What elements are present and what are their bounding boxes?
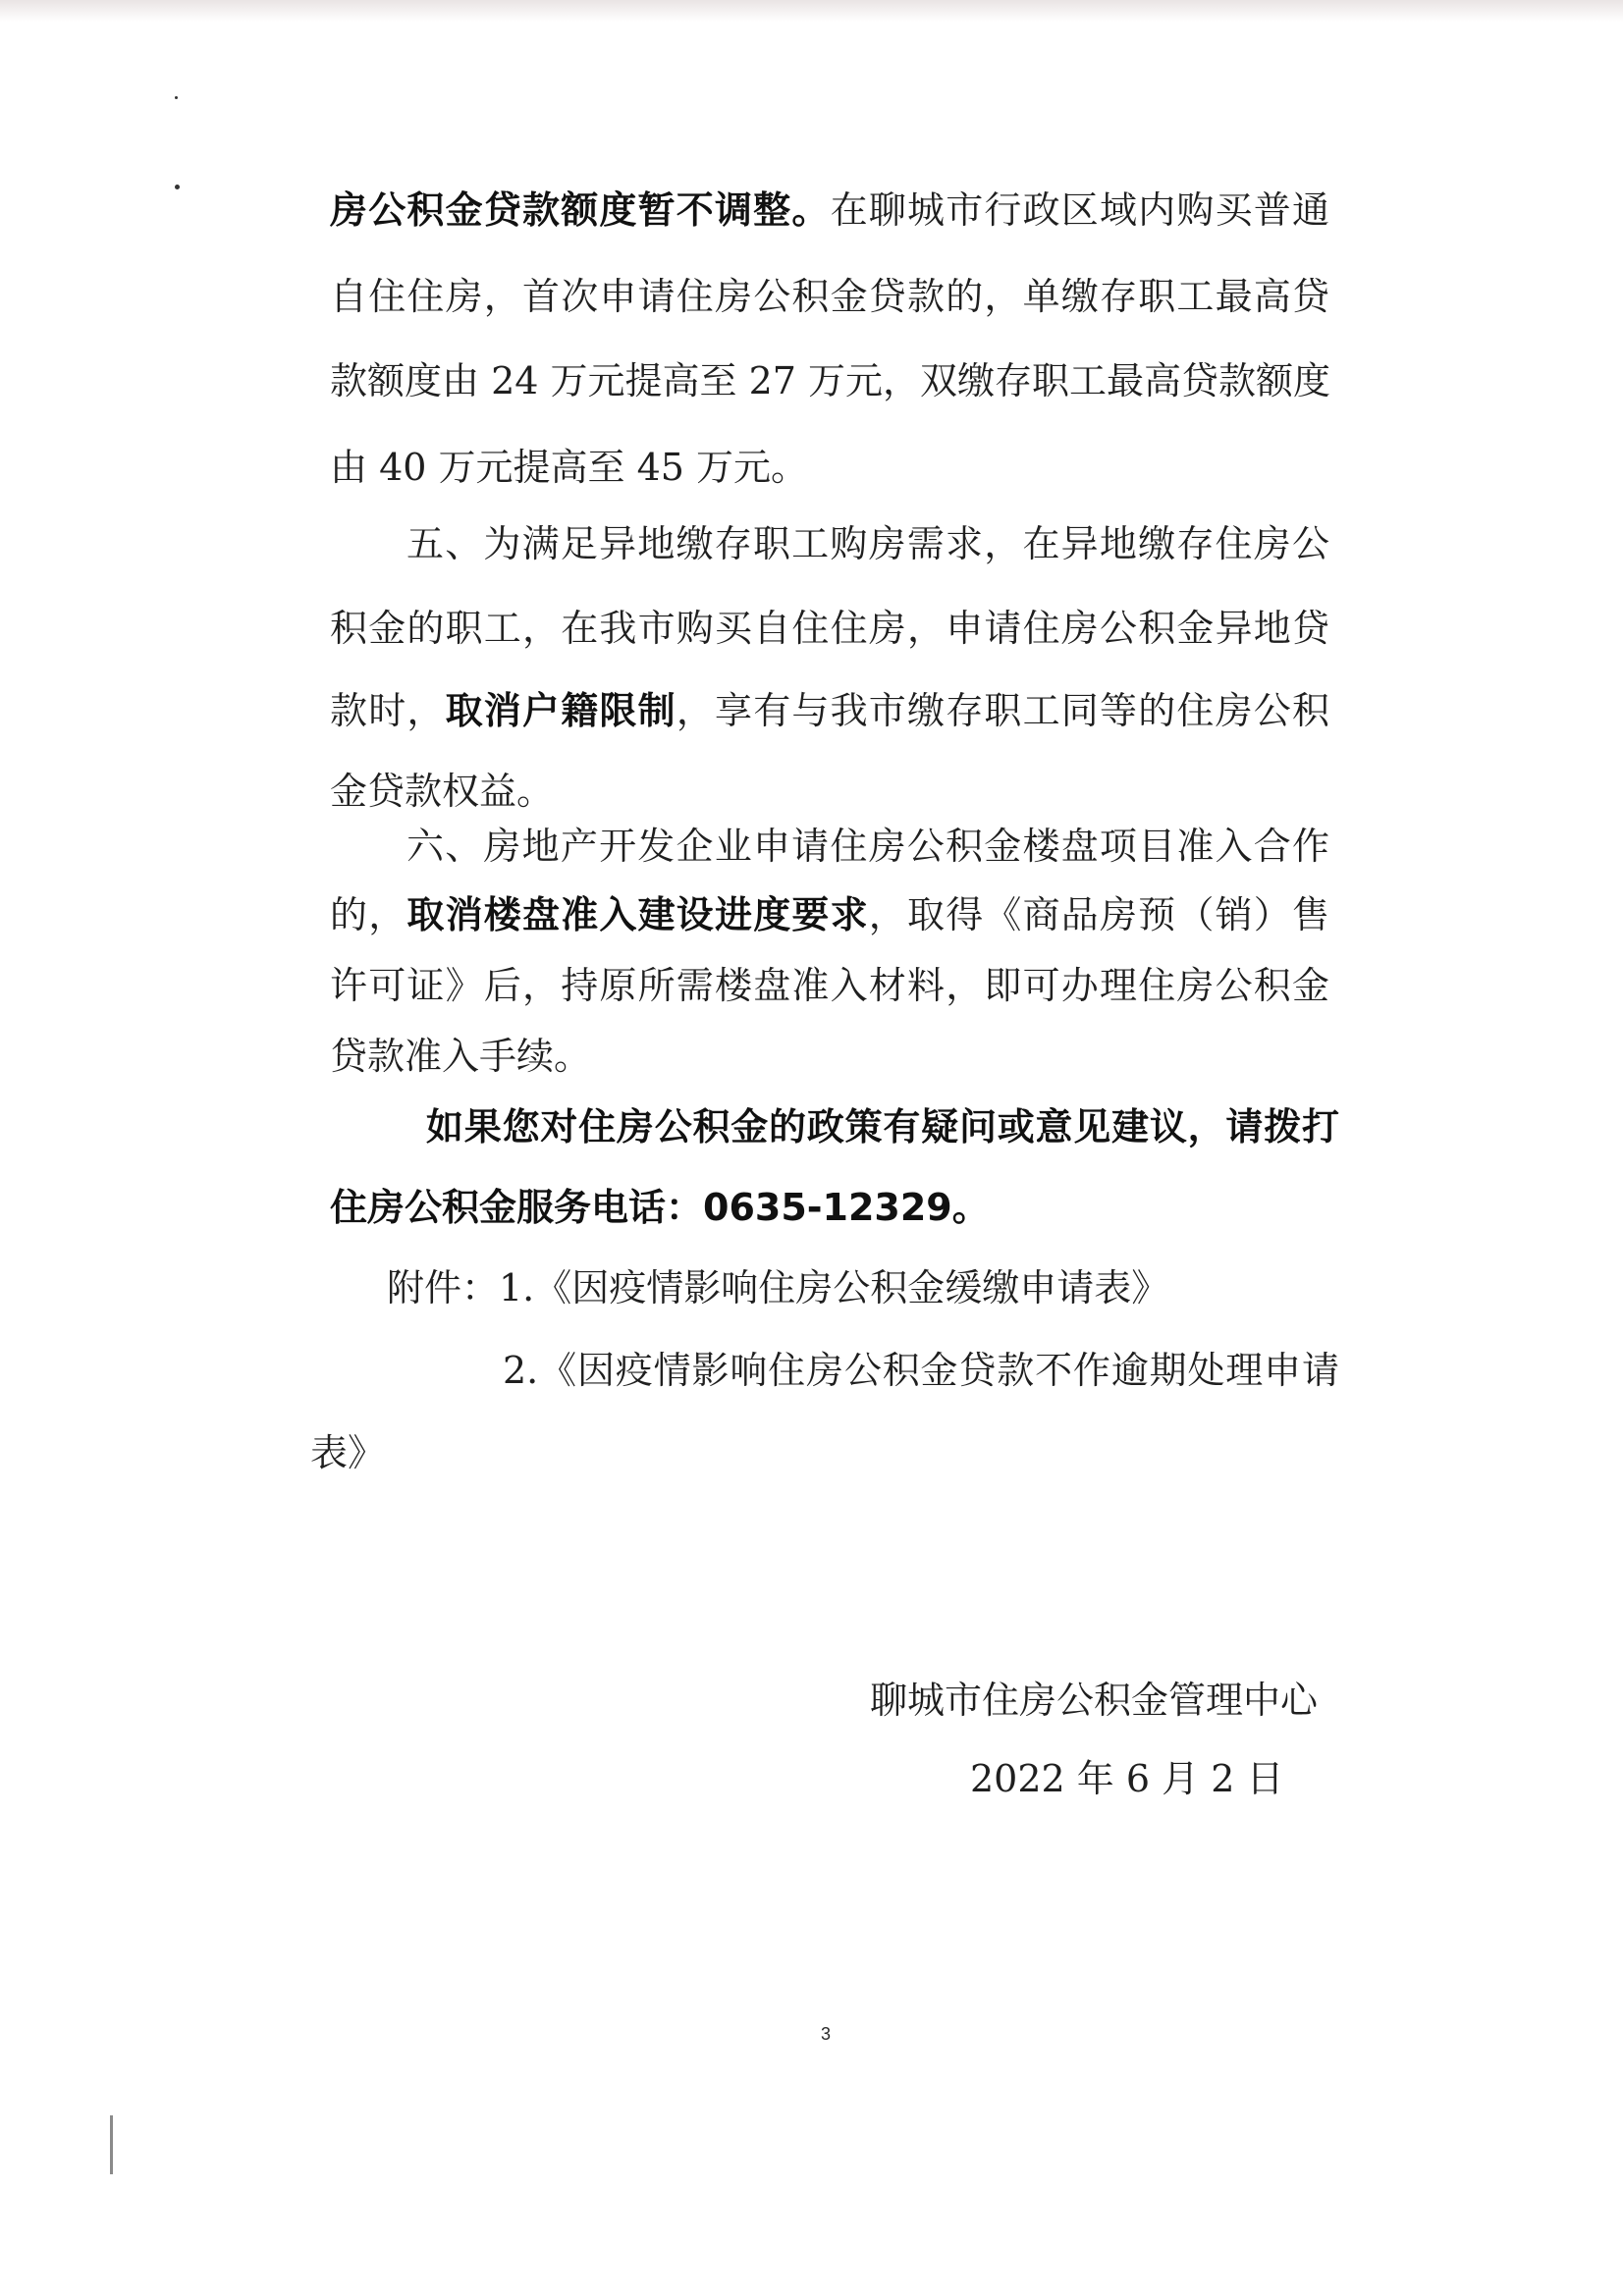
text: 款时， — [330, 689, 446, 732]
para6-line1: 六、房地产开发企业申请住房公积金楼盘项目准入合作 — [406, 825, 1329, 868]
attachment-1: 附件：1.《因疫情影响住房公积金缓缴申请表》 — [387, 1266, 1169, 1309]
bold-text: 住房公积金服务电话：0635-12329。 — [330, 1186, 990, 1229]
scan-edge-mark — [110, 2115, 113, 2174]
bold-text: 取消户籍限制 — [445, 689, 676, 732]
attachment-2-continued: 表》 — [310, 1431, 386, 1474]
para4-line2: 自住住房，首次申请住房公积金贷款的，单缴存职工最高贷 — [330, 275, 1329, 318]
text: 在聊城市行政区域内购买普通 — [830, 188, 1329, 232]
attachment-2: 2.《因疫情影响住房公积金贷款不作逾期处理申请 — [503, 1349, 1339, 1392]
para4-line1 — [330, 187, 1329, 234]
issuing-organization: 聊城市住房公积金管理中心 — [870, 1679, 1319, 1722]
bold-text: 房公积金贷款额度暂不调整。 — [330, 188, 831, 232]
para4-line3: 款额度由 24 万元提高至 27 万元，双缴存职工最高贷款额度 — [330, 359, 1331, 402]
para5-line1: 五、为满足异地缴存职工购房需求，在异地缴存住房公 — [406, 522, 1329, 565]
text: 的， — [330, 893, 407, 936]
para6-line2 — [330, 891, 1329, 938]
scan-speck — [175, 96, 178, 99]
para5-line3 — [330, 687, 1329, 734]
scan-top-shadow — [0, 0, 1623, 22]
text: ，享有与我市缴存职工同等的住房公积 — [676, 689, 1329, 732]
page-number: 3 — [821, 2024, 832, 2044]
para6-line4: 贷款准入手续。 — [330, 1035, 592, 1078]
para4-line4: 由 40 万元提高至 45 万元。 — [330, 446, 809, 489]
para5-line4: 金贷款权益。 — [330, 770, 555, 813]
bold-text: 如果您对住房公积金的政策有疑问或意见建议，请拨打 — [426, 1105, 1339, 1148]
bold-text: 取消楼盘准入建设进度要求 — [406, 893, 869, 936]
para5-line2: 积金的职工，在我市购买自住住房，申请住房公积金异地贷 — [330, 607, 1329, 650]
scan-speck — [175, 185, 180, 189]
contact-line2 — [330, 1184, 990, 1231]
para6-line3: 许可证》后，持原所需楼盘准入材料，即可办理住房公积金 — [330, 964, 1329, 1007]
contact-line1 — [426, 1103, 1339, 1150]
issue-date: 2022 年 6 月 2 日 — [970, 1757, 1284, 1800]
text: ，取得《商品房预（销）售 — [868, 893, 1329, 936]
